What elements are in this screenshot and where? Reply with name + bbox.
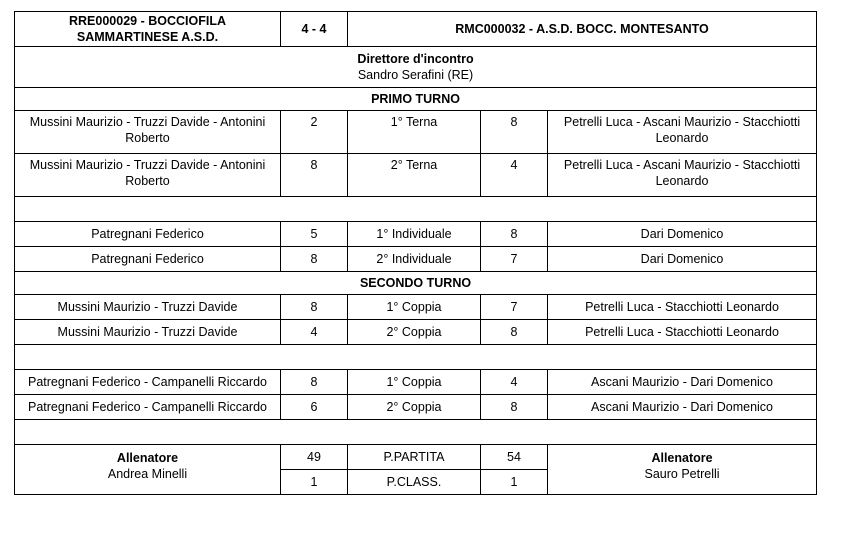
home-score: 8 xyxy=(281,154,348,197)
home-players: Patregnani Federico xyxy=(15,247,281,272)
home-coach-cell xyxy=(15,445,281,495)
game-type: 2° Individuale xyxy=(348,247,481,272)
away-coach-cell xyxy=(548,445,817,495)
home-score: 2 xyxy=(281,111,348,154)
home-players: Mussini Maurizio - Truzzi Davide xyxy=(15,295,281,320)
away-coach-label: Allenatore xyxy=(651,451,713,465)
away-score: 8 xyxy=(481,395,548,420)
match-score: 4 - 4 xyxy=(281,12,348,47)
away-score: 7 xyxy=(481,247,548,272)
away-players: Petrelli Luca - Stacchiotti Leonardo xyxy=(548,295,817,320)
table-row xyxy=(15,111,817,154)
away-players: Dari Domenico xyxy=(548,247,817,272)
class-home: 1 xyxy=(281,470,348,495)
away-score: 4 xyxy=(481,154,548,197)
home-score: 8 xyxy=(281,295,348,320)
footer-row-partita xyxy=(15,445,817,470)
table-row xyxy=(15,222,817,247)
home-players: Patregnani Federico - Campanelli Riccardo xyxy=(15,370,281,395)
director-row xyxy=(15,47,817,88)
table-row xyxy=(15,395,817,420)
away-score: 8 xyxy=(481,111,548,154)
game-type: 1° Individuale xyxy=(348,222,481,247)
partita-home: 49 xyxy=(281,445,348,470)
away-score: 7 xyxy=(481,295,548,320)
table-row xyxy=(15,320,817,345)
game-type: 1° Terna xyxy=(348,111,481,154)
away-players: Ascani Maurizio - Dari Domenico xyxy=(548,395,817,420)
home-players: Mussini Maurizio - Truzzi Davide - Antonini Roberto xyxy=(15,154,281,197)
away-players: Ascani Maurizio - Dari Domenico xyxy=(548,370,817,395)
spacer-row xyxy=(15,345,817,370)
home-players: Patregnani Federico - Campanelli Riccardo xyxy=(15,395,281,420)
section-title-row xyxy=(15,272,817,295)
table-row xyxy=(15,370,817,395)
away-coach-name: Sauro Petrelli xyxy=(644,467,720,481)
away-players: Petrelli Luca - Stacchiotti Leonardo xyxy=(548,320,817,345)
game-type: 2° Terna xyxy=(348,154,481,197)
game-type: 2° Coppia xyxy=(348,395,481,420)
partita-label: P.PARTITA xyxy=(348,445,481,470)
home-score: 8 xyxy=(281,247,348,272)
section-title: SECONDO TURNO xyxy=(15,272,817,295)
home-coach-label: Allenatore xyxy=(116,451,179,465)
match-report-table xyxy=(14,11,817,495)
section-title-row xyxy=(15,88,817,111)
away-score: 4 xyxy=(481,370,548,395)
header-row xyxy=(15,12,817,47)
home-score: 5 xyxy=(281,222,348,247)
away-team: RMC000032 - A.S.D. BOCC. MONTESANTO xyxy=(348,12,817,47)
table-row xyxy=(15,295,817,320)
class-label: P.CLASS. xyxy=(348,470,481,495)
away-players: Petrelli Luca - Ascani Maurizio - Stacchiotti Leonardo xyxy=(548,154,817,197)
home-score: 6 xyxy=(281,395,348,420)
director-name: Sandro Serafini (RE) xyxy=(357,68,474,82)
partita-away: 54 xyxy=(481,445,548,470)
game-type: 1° Coppia xyxy=(348,370,481,395)
home-team: RRE000029 - BOCCIOFILA SAMMARTINESE A.S.D. xyxy=(15,12,281,47)
game-type: 1° Coppia xyxy=(348,295,481,320)
home-players: Mussini Maurizio - Truzzi Davide - Antonini Roberto xyxy=(15,111,281,154)
table-row xyxy=(15,247,817,272)
spacer-row xyxy=(15,197,817,222)
home-score: 8 xyxy=(281,370,348,395)
table-row xyxy=(15,154,817,197)
spacer-row xyxy=(15,420,817,445)
away-score: 8 xyxy=(481,222,548,247)
away-players: Dari Domenico xyxy=(548,222,817,247)
game-type: 2° Coppia xyxy=(348,320,481,345)
director-label: Direttore d'incontro xyxy=(357,52,474,66)
class-away: 1 xyxy=(481,470,548,495)
home-players: Mussini Maurizio - Truzzi Davide xyxy=(15,320,281,345)
away-score: 8 xyxy=(481,320,548,345)
section-title: PRIMO TURNO xyxy=(15,88,817,111)
away-players: Petrelli Luca - Ascani Maurizio - Stacchiotti Leonardo xyxy=(548,111,817,154)
home-score: 4 xyxy=(281,320,348,345)
home-players: Patregnani Federico xyxy=(15,222,281,247)
home-coach-name: Andrea Minelli xyxy=(107,467,188,481)
